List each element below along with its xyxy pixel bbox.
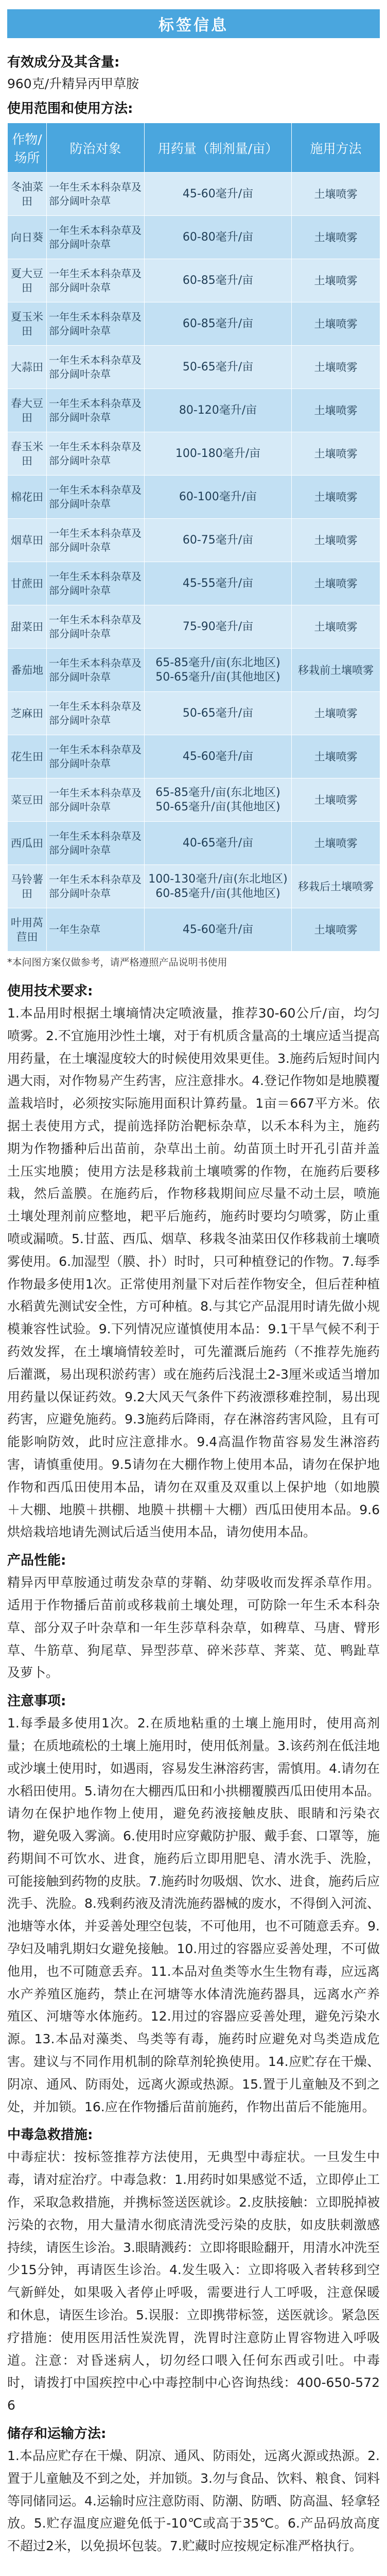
usage-cell-dose: 45-60毫升/亩 <box>145 173 292 216</box>
usage-cell-crop: 甘蔗田 <box>8 562 47 605</box>
usage-cell-method: 土壤喷雾 <box>292 302 380 346</box>
usage-cell-dose: 45-60毫升/亩 <box>145 908 292 952</box>
usage-cell-dose: 60-85毫升/亩 <box>145 302 292 346</box>
usage-cell-crop: 菜豆田 <box>8 778 47 822</box>
usage-row <box>8 519 380 562</box>
usage-cell-crop: 马铃薯田 <box>8 865 47 908</box>
usage-row <box>8 692 380 735</box>
usage-cell-crop: 烟草田 <box>8 519 47 562</box>
performance-text: 精异丙甲草胺通过萌发杂草的芽鞘、幼芽吸收而发挥杀草作用。适用于作物播后苗前或移栽前土壤处理，可防除一年生禾本科杂草、部分双子叶杂草和一年生莎草科杂草，如稗草、马唐、臂形草、牛筋草、狗尾草、异型莎草、碎米莎草、荠菜、苋、鸭趾草及萝卜。 <box>7 1575 380 1681</box>
usage-cell-crop: 向日葵 <box>8 216 47 259</box>
usage-cell-dose: 60-85毫升/亩 <box>145 259 292 302</box>
usage-cell-target: 一年生禾本科杂草及部分阔叶杂草 <box>47 605 145 649</box>
storage-title: 储存和运输方法: <box>7 2426 107 2442</box>
usage-cell-method: 土壤喷雾 <box>292 259 380 302</box>
usage-row <box>8 173 380 216</box>
usage-cell-dose: 65-85毫升/亩(东北地区) 50-65毫升/亩(其他地区) <box>145 778 292 822</box>
usage-cell-method: 土壤喷雾 <box>292 562 380 605</box>
usage-row <box>8 649 380 692</box>
usage-row <box>8 908 380 952</box>
usage-cell-target: 一年生禾本科杂草及部分阔叶杂草 <box>47 389 145 432</box>
usage-cell-crop: 叶用莴苣田 <box>8 908 47 952</box>
usage-cell-method: 土壤喷雾 <box>292 476 380 519</box>
usage-cell-target: 一年生禾本科杂草及部分阔叶杂草 <box>47 865 145 908</box>
caution-title: 注意事项: <box>7 1693 66 1709</box>
usage-table <box>7 123 380 952</box>
usage-cell-target: 一年生禾本科杂草及部分阔叶杂草 <box>47 476 145 519</box>
usage-cell-method: 土壤喷雾 <box>292 605 380 649</box>
col-header-crop: 作物/场所 <box>8 123 47 173</box>
usage-cell-dose: 40-65毫升/亩 <box>145 822 292 865</box>
usage-cell-target: 一年生禾本科杂草及部分阔叶杂草 <box>47 822 145 865</box>
poisoning-text: 中毒症状：按标签推荐方法使用，无典型中毒症状。一旦发生中毒，请对症治疗。中毒急救：1.用药时如果感觉不适，立即停止工作，采取急救措施，并携标签送医就诊。2.皮肤接触：立即脱掉被污染的衣物，用大量清水彻底清洗受污染的皮肤，如皮肤刺激感持续，请医生诊治。3.眼睛溅药：立即将眼睑翻开，用清水冲洗至少15分钟，再请医生诊治。4.发生吸入：立即将吸入者转移到空气新鲜处，如果吸入者停止呼吸，需要进行人工呼吸，注意保暖和休息，请医生诊治。5.误服：立即携带标签，送医就诊。紧急医疗措施：使用医用活性炭洗胃，洗胃时注意防止胃容物进入呼吸道。注意：对昏迷病人，切勿经口喂入任何东西或引吐。中毒时，请拨打中国疾控中心中毒控制中心咨询热线：400-650-5726 <box>7 2149 380 2413</box>
usage-table-header <box>8 123 380 173</box>
technical-text: 1.本品用时根据土壤墒情决定喷液量，推荐30-60公斤/亩，均匀喷雾。2.不宜施用沙性土壤，对于有机质含量高的土壤应适当提高用药量，在土壤湿度较大的时候使用效果更佳。3.施药后短时间内遇大雨，对作物易产生药害，应注意排水。4.登记作物如是地膜覆盖栽培时，必须按实际施用面积计算药量。1亩＝667平方米。依据土表使用方式，提前选择防治靶标杂草，以禾本科为主，施药期为作物播种后出苗前，杂草出土前。幼苗顶土时开孔引苗并盖土压实地膜；使用方法是移栽前土壤喷雾的作物，在施药后要移栽，然后盖膜。在施药后，作物移栽期间应尽量不动土层，喷施土壤处理剂前应整地，耙平后施药，施药时要均匀喷雾，防止重喷或漏喷。5.甘蓝、西瓜、烟草、移栽冬油菜田仅作移栽前土壤喷雾使用。6.加湿型（膜、扑）时时，只可种植登记的作物。7.每季作物最多使用1次。正常使用剂量下对后茬作物安全，但后茬种植水稻黄先测试安全性，方可种植。8.与其它产品混用时请先做小规模兼容性试验。9.下列情况应谨慎使用本品：9.1干旱气候不利于药效发挥，在土壤墒情较差时，可先灌溉后施药（不推荐先施药后灌溉，易出现积淤药害）或在施药后浅混土2-3厘米或适当增加用药量以保证药效。9.2大风天气条件下药液漂移难控制，易出现药害，应避免施药。9.3施药后降雨，存在淋溶药害风险，且有可能影响防效，此时应注意排水。9.4高温作物苗容易发生淋溶药害，请慎重使用。9.5请勿在大棚作物上使用本品，请勿在保护地作物和西瓜田使用本品，请勿在双重及双重以上保护地（如地膜＋大棚、地膜＋拱棚、地膜＋拱棚＋大棚）西瓜田使用本品。9.6烘焙栽培地请先测试后适当使用本品，请勿使用本品。 <box>7 1006 380 1540</box>
usage-cell-dose: 60-80毫升/亩 <box>145 216 292 259</box>
usage-row <box>8 865 380 908</box>
usage-note: *本问图方案仅做参考，请严格遵照产品说明书使用 <box>7 957 227 968</box>
usage-cell-dose: 80-120毫升/亩 <box>145 389 292 432</box>
usage-cell-crop: 芝麻田 <box>8 692 47 735</box>
col-header-dose: 用药量（制剂量/亩） <box>145 123 292 173</box>
usage-cell-target: 一年生禾本科杂草及部分阔叶杂草 <box>47 519 145 562</box>
performance-title: 产品性能: <box>7 1553 66 1569</box>
usage-row <box>8 216 380 259</box>
usage-table-body <box>8 173 380 952</box>
usage-cell-dose: 75-90毫升/亩 <box>145 605 292 649</box>
usage-cell-target: 一年生禾本科杂草及部分阔叶杂草 <box>47 649 145 692</box>
usage-cell-crop: 春玉米田 <box>8 432 47 476</box>
usage-cell-method: 土壤喷雾 <box>292 389 380 432</box>
usage-row <box>8 605 380 649</box>
usage-cell-method: 土壤喷雾 <box>292 778 380 822</box>
usage-cell-target: 一年生禾本科杂草及部分阔叶杂草 <box>47 346 145 389</box>
usage-row <box>8 778 380 822</box>
usage-cell-crop: 西瓜田 <box>8 822 47 865</box>
usage-cell-method: 土壤喷雾 <box>292 216 380 259</box>
usage-cell-method: 土壤喷雾 <box>292 346 380 389</box>
page-title: 标签信息 <box>159 16 228 35</box>
usage-cell-crop: 番茄地 <box>8 649 47 692</box>
poisoning-title: 中毒急救措施: <box>7 2127 93 2143</box>
usage-cell-crop: 花生田 <box>8 735 47 778</box>
usage-cell-target: 一年生禾本科杂草及部分阔叶杂草 <box>47 302 145 346</box>
header-banner <box>7 9 380 38</box>
usage-cell-crop: 夏玉米田 <box>8 302 47 346</box>
usage-cell-dose: 100-180毫升/亩 <box>145 432 292 476</box>
storage-text: 1.本品应贮存在干燥、阴凉、通风、防雨处，远离火源或热源。2.置于儿童触及不到之处，并加锁。3.勿与食品、饮料、粮食、饲料等同储同运。4.运输时应注意防雨、防潮、防晒、防高温、轻拿轻放。5.贮存温度应避免低于-10℃或高于35℃。6.产品码放高度不超过2米，以免损坏包装。7.贮藏时应按规定标准严格执行。 <box>7 2448 380 2554</box>
usage-cell-crop: 棉花田 <box>8 476 47 519</box>
usage-cell-method: 土壤喷雾 <box>292 432 380 476</box>
caution-text: 1.每季最多使用1次。2.在质地粘重的土壤上施用时，使用高剂量；在质地疏松的土壤上施用时，使用低剂量。3.该药剂在低洼地或沙壤土使用时，如遇雨，容易发生淋溶药害，需慎用。4.请勿在水稻田使用。5.请勿在大棚西瓜田和小拱棚覆膜西瓜田使用本品。请勿在保护地作物上使用，避免药液接触皮肤、眼睛和污染衣物，避免吸入雾滴。6.使用时应穿戴防护服、戴手套、口罩等，施药期间不可饮水、进食，施药后立即用肥皂、清水洗手、洗脸，可能接触到药物的皮肤。7.施药时勿吸烟、饮水、进食，施药后应洗手、洗脸。8.残剩药液及清洗施药器械的废水，不得倒入河流、池塘等水体，并妥善处理空包装，不可他用，也不可随意丢弃。9.孕妇及哺乳期妇女避免接触。10.用过的容器应妥善处理，不可做他用，也不可随意丢弃。11.本品对鱼类等水生生物有毒，应远离水产养殖区施药，禁止在河塘等水体清洗施药器具，远离水产养殖区、河塘等水体施药。12.用过的容器应妥善处理，避免污染水源。13.本品对藻类、鸟类等有毒，施药时应避免对鸟类造成危害。建议与不同作用机制的除草剂轮换使用。14.应贮存在干燥、阴凉、通风、防雨处，远离火源或热源。15.置于儿童触及不到之处，并加锁。16.应在作物播后苗前施药，作物出苗后不能施用。 <box>7 1716 380 2114</box>
usage-cell-dose: 50-65毫升/亩 <box>145 692 292 735</box>
usage-cell-method: 土壤喷雾 <box>292 519 380 562</box>
usage-row <box>8 476 380 519</box>
usage-cell-dose: 45-60毫升/亩 <box>145 735 292 778</box>
usage-cell-target: 一年生禾本科杂草及部分阔叶杂草 <box>47 735 145 778</box>
usage-cell-target: 一年生禾本科杂草及部分阔叶杂草 <box>47 778 145 822</box>
usage-cell-crop: 甜菜田 <box>8 605 47 649</box>
usage-cell-method: 土壤喷雾 <box>292 173 380 216</box>
usage-cell-method: 土壤喷雾 <box>292 692 380 735</box>
ingredient-title: 有效成分及其含量: <box>7 55 120 70</box>
usage-cell-crop: 春大豆田 <box>8 389 47 432</box>
usage-cell-method: 土壤喷雾 <box>292 735 380 778</box>
usage-cell-crop: 冬油菜田 <box>8 173 47 216</box>
usage-cell-dose: 60-100毫升/亩 <box>145 476 292 519</box>
usage-cell-method: 移栽前土壤喷雾 <box>292 649 380 692</box>
usage-cell-dose: 60-75毫升/亩 <box>145 519 292 562</box>
col-header-target: 防治对象 <box>47 123 145 173</box>
usage-row <box>8 259 380 302</box>
ingredient-value: 960克/升精异丙甲草胺 <box>7 76 139 91</box>
usage-row <box>8 432 380 476</box>
usage-cell-target: 一年生杂草 <box>47 908 145 952</box>
usage-row <box>8 822 380 865</box>
usage-cell-dose: 65-85毫升/亩(东北地区) 50-65毫升/亩(其他地区) <box>145 649 292 692</box>
usage-cell-dose: 100-130毫升/亩(东北地区) 60-85毫升/亩(其他地区) <box>145 865 292 908</box>
usage-cell-method: 土壤喷雾 <box>292 822 380 865</box>
usage-row <box>8 562 380 605</box>
usage-cell-target: 一年生禾本科杂草及部分阔叶杂草 <box>47 216 145 259</box>
usage-cell-dose: 45-55毫升/亩 <box>145 562 292 605</box>
usage-cell-crop: 大蒜田 <box>8 346 47 389</box>
usage-cell-crop: 夏大豆田 <box>8 259 47 302</box>
usage-title: 使用范围和使用方法: <box>7 101 133 116</box>
col-header-method: 施用方法 <box>292 123 380 173</box>
usage-cell-target: 一年生禾本科杂草及部分阔叶杂草 <box>47 562 145 605</box>
usage-row <box>8 346 380 389</box>
usage-cell-target: 一年生禾本科杂草及部分阔叶杂草 <box>47 432 145 476</box>
usage-cell-target: 一年生禾本科杂草及部分阔叶杂草 <box>47 173 145 216</box>
usage-cell-target: 一年生禾本科杂草及部分阔叶杂草 <box>47 692 145 735</box>
usage-cell-method: 土壤喷雾 <box>292 908 380 952</box>
usage-cell-method: 移栽后土壤喷雾 <box>292 865 380 908</box>
usage-cell-target: 一年生禾本科杂草及部分阔叶杂草 <box>47 259 145 302</box>
usage-row <box>8 302 380 346</box>
usage-row <box>8 735 380 778</box>
usage-cell-dose: 50-65毫升/亩 <box>145 346 292 389</box>
technical-title: 使用技术要求: <box>7 984 93 999</box>
usage-row <box>8 389 380 432</box>
